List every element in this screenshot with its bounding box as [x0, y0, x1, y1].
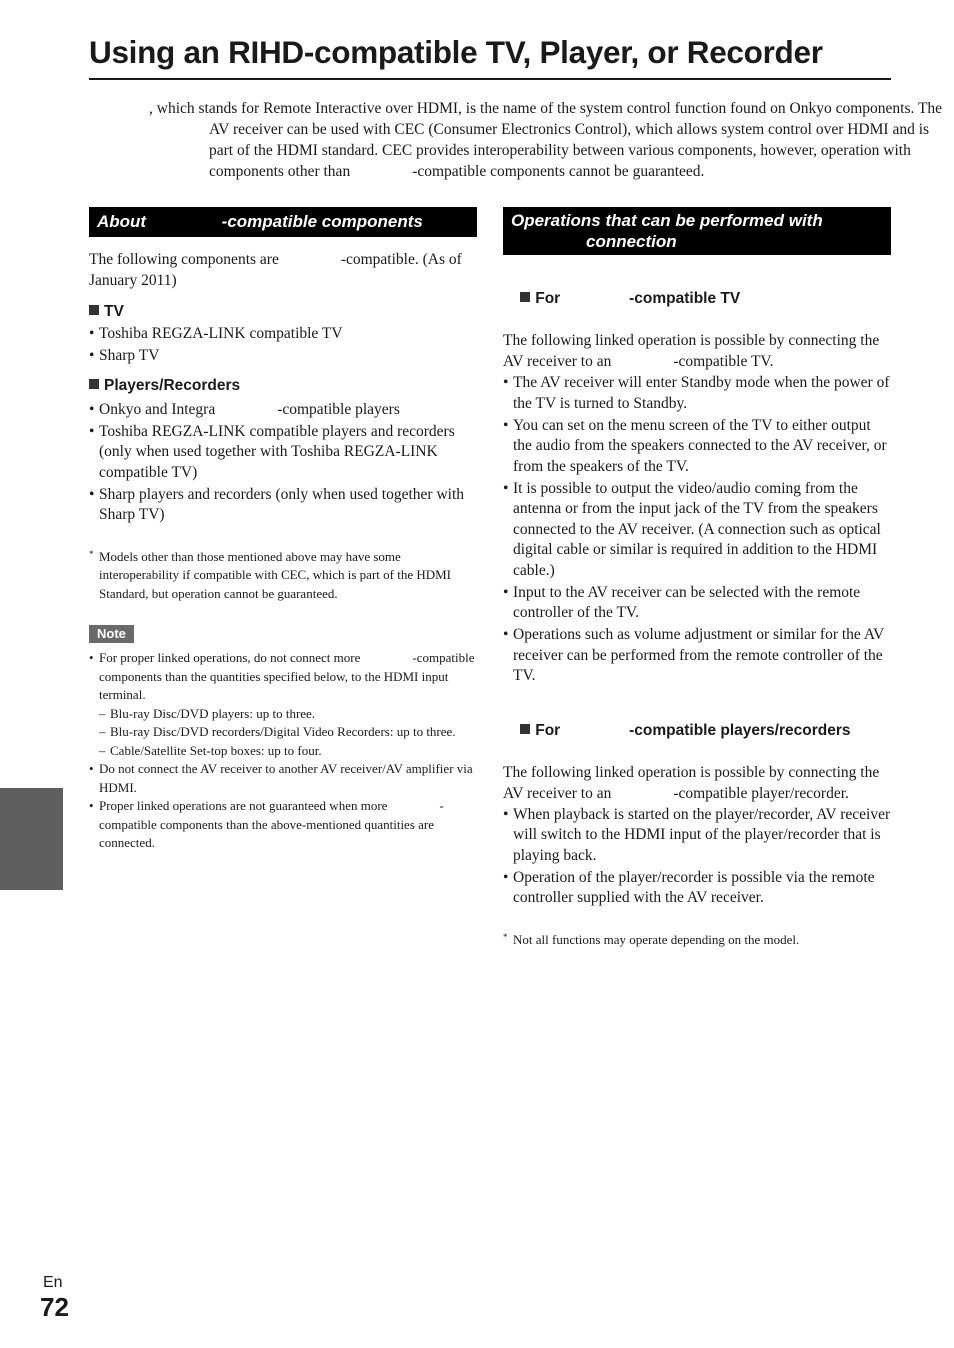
left-footnote [89, 548, 477, 604]
left-column [89, 207, 477, 853]
list-item: • Toshiba REGZA-LINK compatible players and recorders (only when used together with Toshiba REGZA-LINK compatible TV) [89, 422, 477, 484]
for-players-subheading-text: For -compatible players/recorders [535, 721, 851, 739]
list-item: • When playback is started on the player/recorder, AV receiver will switch to the HDMI input of the player/recorder that is playing back. [503, 805, 891, 867]
chapter-side-tab [0, 788, 63, 890]
square-bullet-icon [89, 379, 99, 389]
tv-subheading [89, 301, 477, 322]
operations-heading-line1: Operations that can be performed with [511, 211, 823, 230]
players-subheading-text: Players/Recorders [104, 376, 241, 394]
list-item: • The AV receiver will enter Standby mode when the power of the TV is turned to Standby. [503, 373, 891, 414]
intro-paragraph: , which stands for Remote Interactive over HDMI, is the name of the system control function found on Onkyo components. The AV receiver can be used with CEC (Consumer Electronics Control), which allows system control over HDMI and is part of the HDMI standard. CEC provides interoperability between various components, however, operation with components other than -compatible components cannot be guaranteed. [149, 100, 946, 180]
page-title: Using an RIHD-compatible TV, Player, or Recorder [89, 34, 823, 70]
asterisk-icon: * [503, 931, 508, 942]
tv-operations-list [503, 373, 891, 687]
note-subitem: – Blu-ray Disc/DVD players: up to three. [89, 705, 477, 724]
tv-subheading-text: TV [104, 303, 124, 320]
note-item: • Proper linked operations are not guaranteed when more -compatible components than the above-mentioned quantities are connected. [89, 797, 477, 853]
right-column [503, 207, 891, 949]
operations-heading-line2: connection [586, 232, 677, 251]
list-item: • You can set on the menu screen of the TV to either output the audio from the speakers connected to the AV receiver, or from the speakers of the TV. [503, 416, 891, 478]
compatible-intro: The following components are -compatible. (As of January 2011) [89, 251, 466, 289]
language-label: En [43, 1274, 63, 1291]
note-subitem: – Blu-ray Disc/DVD recorders/Digital Video Recorders: up to three. [89, 723, 477, 742]
square-bullet-icon [89, 305, 99, 315]
players-list [89, 400, 477, 526]
left-footnote-text: Models other than those mentioned above may have some interoperability if compatible with CEC, which is part of the HDMI Standard, but operation cannot be guaranteed. [99, 548, 452, 601]
players-subheading [89, 375, 477, 396]
list-item: • Input to the AV receiver can be selected with the remote controller of the TV. [503, 583, 891, 624]
note-item: • For proper linked operations, do not connect more -compatible components than the quantities specified below, to the HDMI input terminal. [89, 649, 477, 705]
note-item: • Do not connect the AV receiver to another AV receiver/AV amplifier via HDMI. [89, 760, 477, 797]
asterisk-icon: * [89, 548, 94, 559]
about-compatible-heading [89, 207, 477, 237]
operations-heading [503, 207, 891, 255]
players-operations-list [503, 805, 891, 909]
list-item: • Operation of the player/recorder is possible via the remote controller supplied with the AV receiver. [503, 868, 891, 909]
note-block [89, 625, 477, 853]
right-footnote [503, 931, 891, 950]
players-linked-intro: The following linked operation is possible by connecting the AV receiver to an -compatible player/recorder. [503, 763, 883, 802]
list-item: • Sharp TV [89, 346, 477, 367]
tv-linked-intro: The following linked operation is possible by connecting the AV receiver to an -compatible TV. [503, 332, 883, 370]
for-players-subheading [503, 699, 891, 762]
note-label: Note [89, 625, 134, 643]
about-heading-text: About -compatible components [97, 212, 423, 231]
list-item: • Onkyo and Integra -compatible players [89, 400, 477, 421]
for-tv-subheading-text: For -compatible TV [535, 290, 741, 307]
right-footnote-text: Not all functions may operate depending on the model. [513, 931, 800, 947]
list-item: • Toshiba REGZA-LINK compatible TV [89, 324, 477, 345]
title-rule [89, 78, 891, 80]
square-bullet-icon [520, 292, 530, 302]
list-item: • Operations such as volume adjustment or similar for the AV receiver can be performed from the remote controller of the TV. [503, 625, 891, 687]
list-item: • Sharp players and recorders (only when used together with Sharp TV) [89, 485, 477, 526]
square-bullet-icon [520, 724, 530, 734]
note-subitem: – Cable/Satellite Set-top boxes: up to four. [89, 742, 477, 761]
list-item: • It is possible to output the video/audio coming from the antenna or from the input jack of the TV from the speakers connected to the AV receiver. (A connection such as optical digital cable or similar is required in addition to the HDMI cable.) [503, 479, 891, 582]
tv-list [89, 324, 477, 367]
for-tv-subheading [503, 267, 891, 330]
note-list [89, 649, 477, 853]
page-number: 72 [40, 1292, 69, 1322]
